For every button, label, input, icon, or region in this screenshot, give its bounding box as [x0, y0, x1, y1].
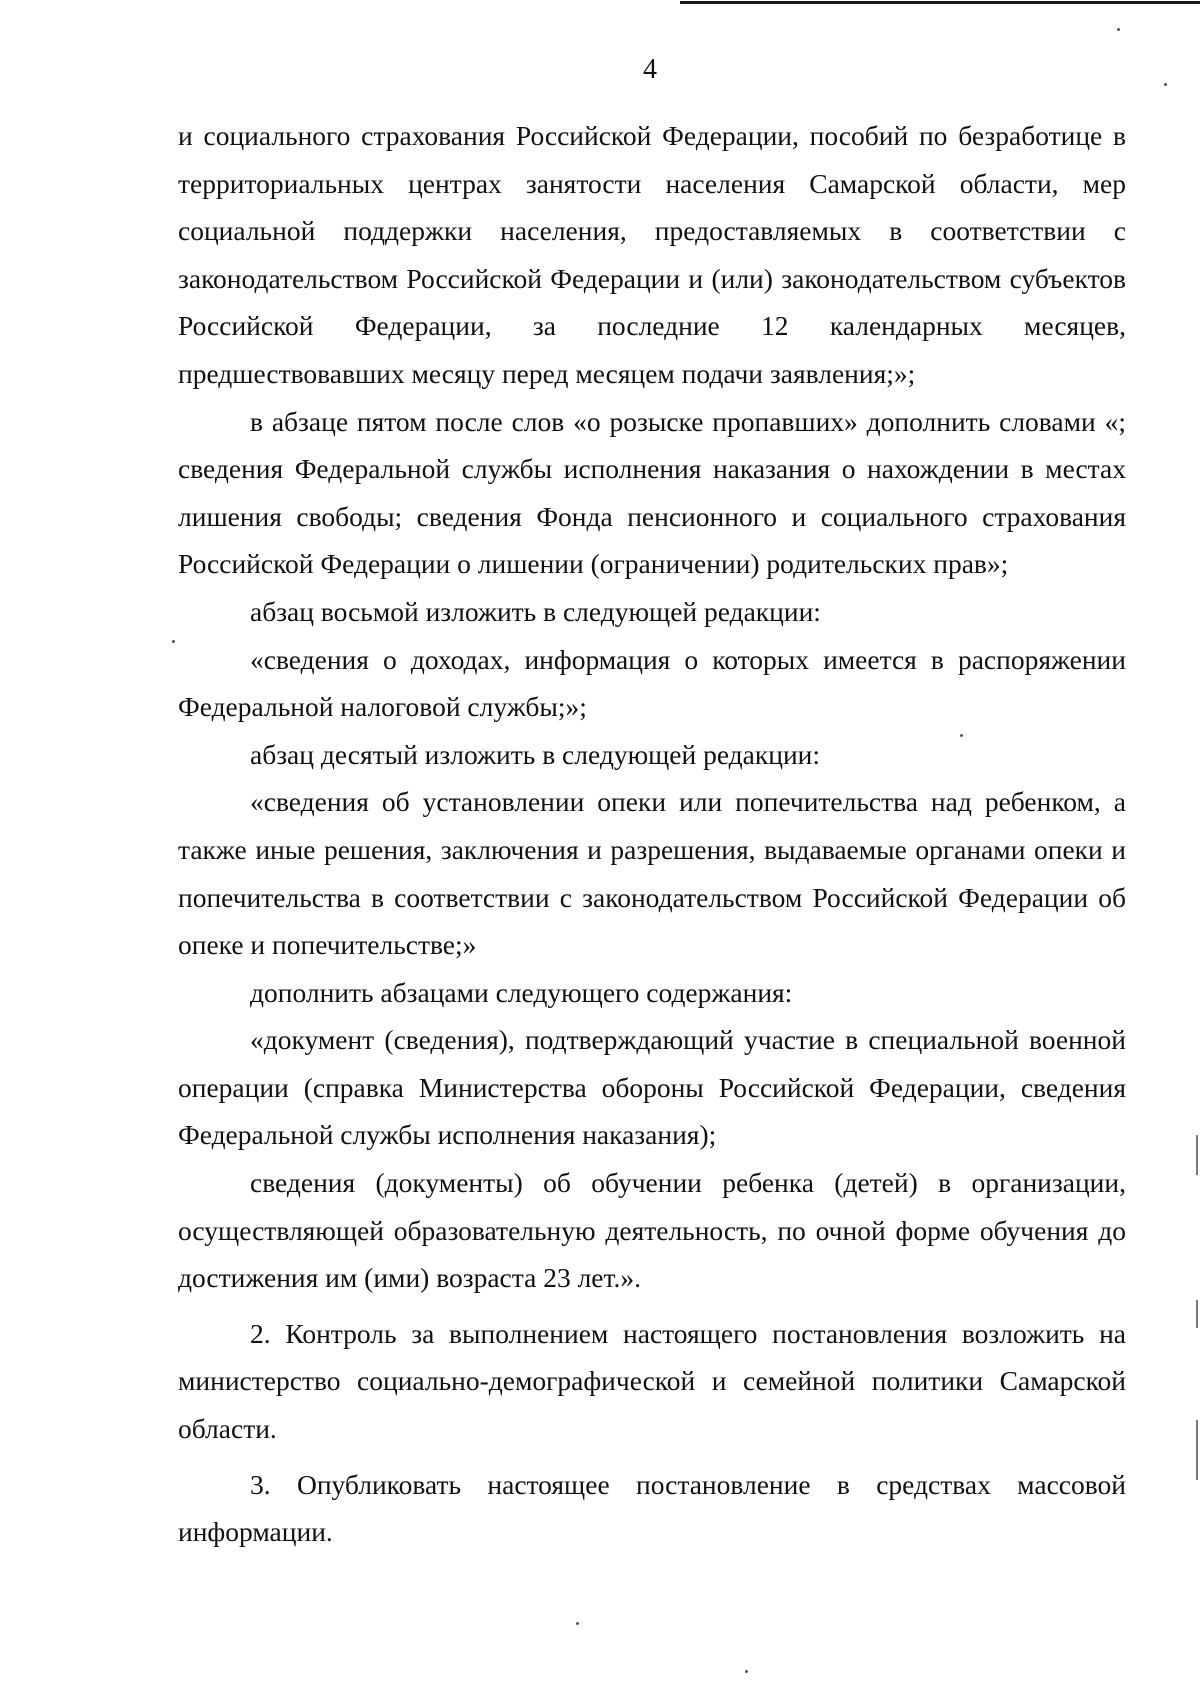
scan-speck	[1117, 28, 1120, 31]
scan-edge-mark	[1196, 1300, 1198, 1328]
scan-edge-mark	[1196, 1420, 1198, 1480]
scan-speck	[172, 640, 175, 643]
scan-speck	[960, 734, 963, 737]
scan-speck	[745, 1670, 748, 1673]
paragraph-addition-2: сведения (документы) об обучении ребенка (детей) в организации, осуществляющей образовательную деятельность, по очной форме обучения до достижения им (ими) возраста 23 лет.».	[178, 1167, 1126, 1294]
paragraph-continuation: и социального страхования Российской Федерации, пособий по безработице в территориальных центрах занятости населения Самарской области, мер социальной поддержки населения, предоставляемых в соответствии с законодательством Российской Федерации и (или) законодательством субъектов Российской Федерации, за последние 12 календарных месяцев, предшествовавших месяцу перед месяцем подачи заявления;»;	[178, 120, 1126, 389]
paragraph-addition-1: «документ (сведения), подтверждающий участие в специальной военной операции (справка Министерства обороны Российской Федерации, сведения Федеральной службы исполнения наказания);	[178, 1024, 1126, 1151]
page-number: 4	[643, 54, 657, 85]
scan-edge-mark	[1196, 1135, 1198, 1175]
paragraph-item-3: 3. Опубликовать настоящее постановление в средствах массовой информации.	[178, 1468, 1126, 1548]
paragraph-abzac-8-intro: абзац восьмой изложить в следующей редакции:	[250, 595, 821, 627]
paragraph-abzac-10-text: «сведения об установлении опеки или попечительства над ребенком, а также иные решения, заключения и разрешения, выдаваемые органами опеки и попечительства в соответствии с законодательством Российской Федерации об опеке и попечительстве;»	[178, 786, 1126, 961]
top-edge-rule	[680, 1, 1200, 4]
scan-speck	[1164, 83, 1167, 86]
paragraph-additions-intro: дополнить абзацами следующего содержания:	[250, 976, 793, 1008]
paragraph-item-2: 2. Контроль за выполнением настоящего постановления возложить на министерство социально-демографической и семейной политики Самарской области.	[178, 1317, 1126, 1445]
paragraph-abzac-5: в абзаце пятом после слов «о розыске пропавших» дополнить словами «; сведения Федеральной службы исполнения наказания о нахождении в местах лишения свободы; сведения Фонда пенсионного и социального страхования Российской Федерации о лишении (ограничении) родительских прав»;	[178, 405, 1126, 580]
paragraph-abzac-10-intro: абзац десятый изложить в следующей редакции:	[250, 738, 821, 770]
document-body	[178, 112, 1126, 1556]
paragraph-abzac-8-text: «сведения о доходах, информация о которых имеется в распоряжении Федеральной налоговой службы;»;	[178, 643, 1126, 723]
scan-speck	[576, 1622, 579, 1625]
